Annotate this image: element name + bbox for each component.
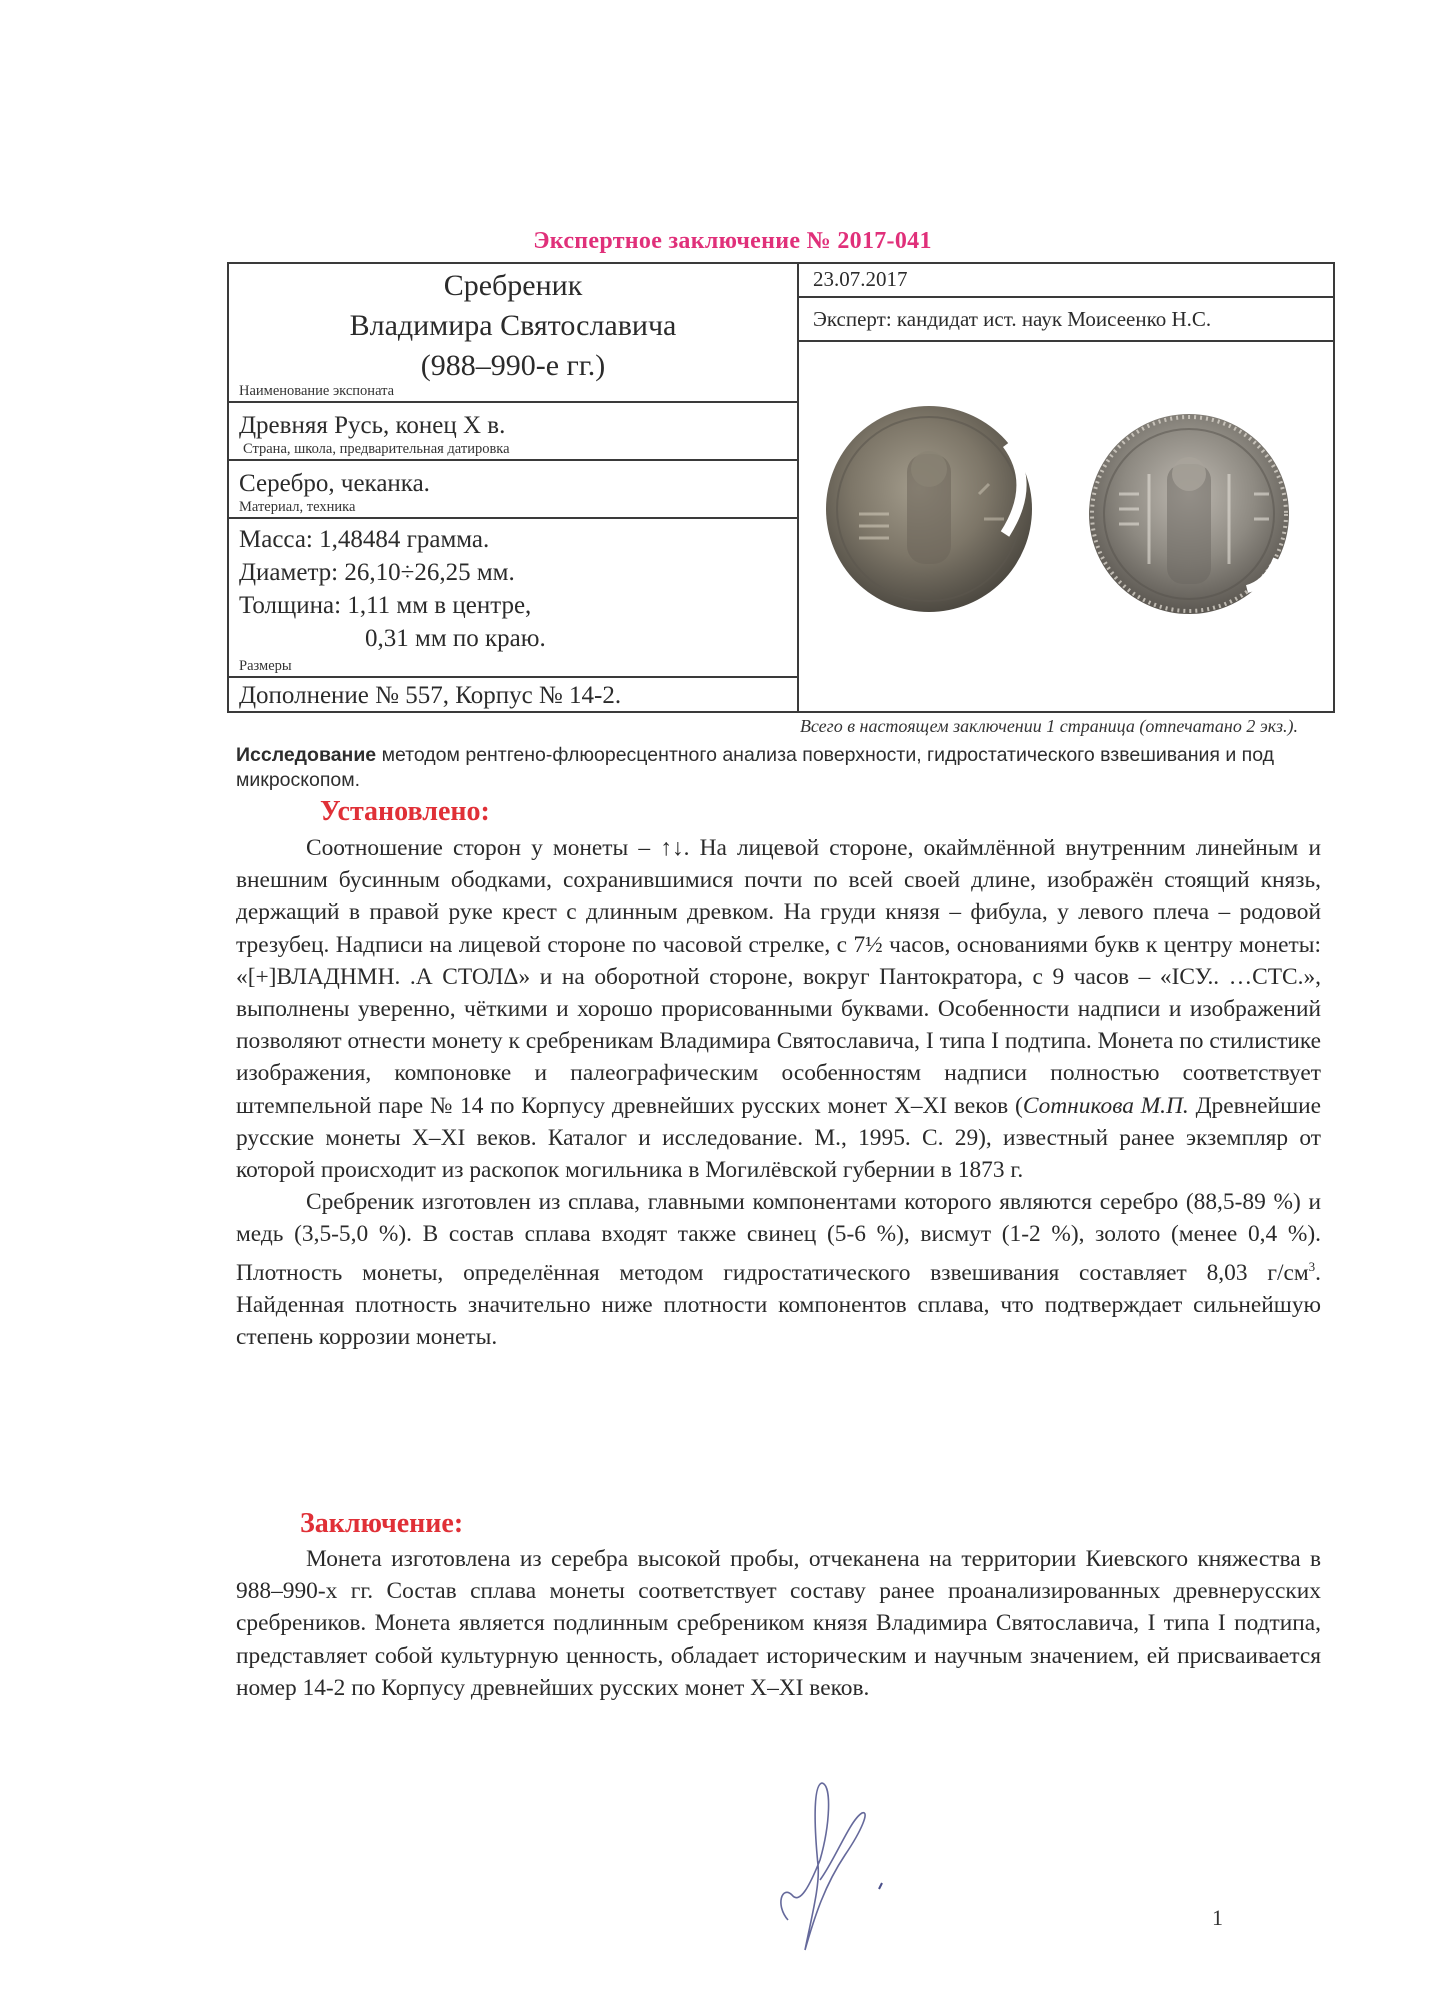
established-heading: Установлено: xyxy=(320,796,490,827)
expert-cell xyxy=(799,298,1333,342)
pages-note: Всего в настоящем заключении 1 страница (отпечатано 2 экз.). xyxy=(799,716,1298,736)
method-statement xyxy=(236,743,1326,793)
supplement-value: Дополнение № 557, Корпус № 14-2. xyxy=(239,682,622,709)
item-name-cell xyxy=(229,264,797,403)
date-cell xyxy=(799,264,1333,298)
expert-value: Эксперт: кандидат ист. наук Моисеенко Н.С. xyxy=(813,307,1212,331)
dimensions-caption: Размеры xyxy=(239,658,292,674)
diameter-value: Диаметр: 26,10÷26,25 мм. xyxy=(239,559,515,586)
thickness-center-value: Толщина: 1,11 мм в центре, xyxy=(239,592,532,619)
established-paragraph-2-end: . Найденная плотность значительно ниже плотности компонентов сплава, что подтверждает сильнейшую степень коррозии монеты. xyxy=(236,1259,1321,1350)
document-title: Экспертное заключение № 2017-041 xyxy=(533,228,932,254)
date-value: 23.07.2017 xyxy=(813,267,908,291)
origin-cell xyxy=(229,403,797,461)
established-paragraph-1 xyxy=(236,832,1321,1186)
info-table-right-column xyxy=(799,264,1333,711)
item-name-line1: Сребреник xyxy=(443,269,583,302)
supplement-cell xyxy=(229,678,797,713)
material-caption: Материал, техника xyxy=(239,499,356,515)
page-number: 1 xyxy=(1212,1905,1223,1930)
material-value: Серебро, чеканка. xyxy=(239,470,430,497)
signature xyxy=(770,1765,910,1965)
method-text: методом рентгено-флюоресцентного анализа поверхности, гидростатического взвешивания и под микроскопом. xyxy=(236,744,1275,791)
item-name-caption: Наименование экспоната xyxy=(239,383,395,399)
coin-images xyxy=(799,344,1333,711)
item-name xyxy=(229,264,797,386)
info-table-left-column xyxy=(229,264,799,711)
citation-author: Сотникова М.П. xyxy=(1022,1092,1189,1119)
mass-value: Масса: 1,48484 грамма. xyxy=(239,526,490,553)
thickness-edge-value: 0,31 мм по краю. xyxy=(365,625,546,652)
material-cell xyxy=(229,461,797,519)
density-unit-superscript: 3 xyxy=(1308,1258,1316,1274)
item-name-line3: (988–990-е гг.) xyxy=(420,349,606,382)
established-body xyxy=(236,832,1321,1353)
coin-reverse xyxy=(1089,414,1289,614)
info-table xyxy=(227,262,1335,713)
method-lead: Исследование xyxy=(236,744,377,766)
origin-caption: Страна, школа, предварительная датировка xyxy=(243,441,510,457)
established-paragraph-1-text: Соотношение сторон у монеты – ↑↓. На лицевой стороне, окаймлённой внутренним линейным и внешним бусинным ободками, сохранившимися почти по всей своей длине, изображён стоящий князь, держащий в правой руке крест с длинным древком. На груди князя – фибула, у левого плеча – родовой трезубец. Надписи на лицевой стороне по часовой стрелке, с 7½ часов, основаниями букв к центру монеты: «[+]ВЛАДНМН. .А СТОЛΔ» и на оборотной стороне, вокруг Пантократора, с 9 часов – «ІСУ.. …СТС.», выполнены уверенно, чёткими и хорошо прорисованными буквами. Особенности надписи и изображений позволяют отнести монету к сребреникам Владимира Святославича, I типа I подтипа. Монета по стилистике изображения, компоновке и палеографическим особенностям надписи полностью соответствует штемпельной паре № 14 по Корпусу древнейших русских монет X–XI веков ( xyxy=(236,835,1321,1119)
origin-value: Древняя Русь, конец X в. xyxy=(239,412,506,439)
established-paragraph-2-text: Сребреник изготовлен из сплава, главными компонентами которого являются серебро (88,5-89 %) и медь (3,5-5,0 %). В состав сплава входят также свинец (5-6 %), висмут (1-2 %), золото (менее 0,4 %). Плотность монеты, определённая методом гидростатического взвешивания составляет 8,03 г/см xyxy=(236,1189,1321,1286)
coin-obverse xyxy=(826,406,1032,612)
conclusion-heading: Заключение: xyxy=(300,1508,464,1539)
coin-photos xyxy=(799,344,1335,714)
item-name-line2: Владимира Святославича xyxy=(349,309,677,342)
dimensions-cell xyxy=(229,519,797,678)
conclusion-body xyxy=(236,1543,1321,1704)
conclusion-paragraph: Монета изготовлена из серебра высокой пробы, отчеканена на территории Киевского княжества в 988–990-х гг. Состав сплава монеты соответствует составу ранее проанализированных древнерусских сребреников. Монета является подлинным сребреником князя Владимира Святославича, I типа I подтипа, представляет собой культурную ценность, обладает историческим и научным значением, ей присваивается номер 14-2 по Корпусу древнейших русских монет X–XI веков. xyxy=(236,1546,1321,1701)
dimensions-values xyxy=(229,519,797,655)
signature-icon xyxy=(770,1765,910,1965)
established-paragraph-2 xyxy=(236,1186,1321,1353)
established-paragraph-1-end: Древнейшие русские монеты X–XI веков. Каталог и исследование. М., 1995. С. 29), известный ранее экземпляр от которой происходит из раскопок могильника в Могилёвской губернии в 1873 г. xyxy=(236,1092,1321,1184)
